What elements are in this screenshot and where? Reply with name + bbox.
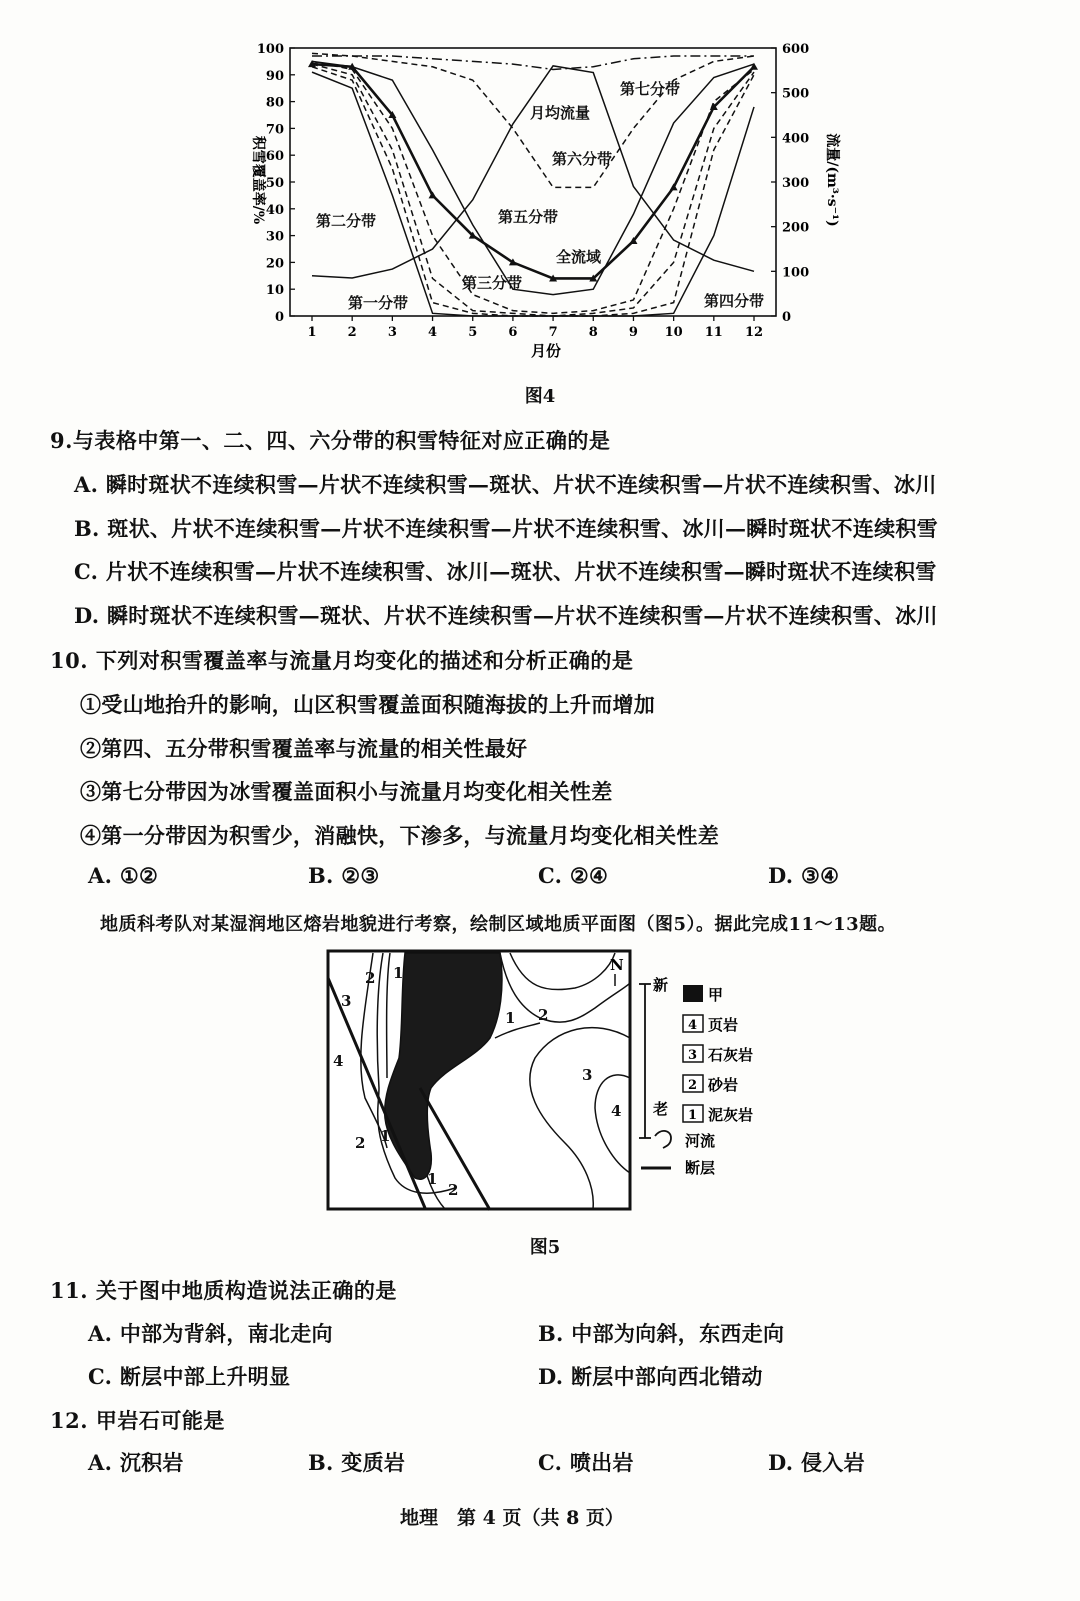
legend-old-label: 老 [653, 1100, 669, 1118]
legend-swatch-jia [683, 985, 703, 1002]
map-label: 2 [448, 1181, 459, 1199]
question-10-statement-3: ③第七分带因为冰雪覆盖面积小与流量月均变化相关性差 [80, 779, 613, 804]
legend-key-limestone: 3 [688, 1048, 698, 1063]
y-right-tick-label: 400 [782, 131, 810, 147]
x-tick-label: 2 [347, 325, 357, 340]
question-9-stem: 9.与表格中第一、二、四、六分带的积雪特征对应正确的是 [50, 428, 611, 453]
figure-4-caption: 图4 [524, 386, 556, 407]
question-9-option-c[interactable]: C. 片状不连续积雪—片状不连续积雪、冰川—斑状、片状不连续积雪—瞬时斑状不连续积雪 [74, 559, 937, 584]
y-left-tick-label: 30 [265, 229, 284, 245]
figure-5-map [325, 948, 785, 1216]
y-left-tick-label: 100 [256, 42, 284, 57]
x-tick-label: 7 [548, 325, 558, 340]
whole-basin-point [750, 63, 758, 70]
y-right-tick-label: 300 [782, 176, 810, 191]
question-10-stem: 10. 下列对积雪覆盖率与流量月均变化的描述和分析正确的是 [50, 648, 634, 673]
y-left-tick-label: 60 [265, 149, 284, 165]
question-12-option-b[interactable]: B. 变质岩 [308, 1450, 406, 1475]
north-label: N [610, 956, 624, 974]
legend-label-fault: 断层 [685, 1159, 716, 1177]
label-zone-7: 第七分带 [620, 80, 681, 98]
label-monthly-flow: 月均流量 [530, 104, 591, 122]
y-left-tick-label: 40 [265, 202, 284, 218]
legend-label-marl: 泥灰岩 [708, 1106, 754, 1124]
legend-new-label: 新 [653, 976, 669, 994]
question-11-option-c[interactable]: C. 断层中部上升明显 [88, 1364, 291, 1389]
label-whole-basin: 全流域 [556, 248, 602, 266]
x-axis-label: 月份 [530, 342, 562, 360]
legend-label-river: 河流 [685, 1132, 716, 1150]
question-9-option-a[interactable]: A. 瞬时斑状不连续积雪—片状不连续积雪—斑状、片状不连续积雪—片状不连续积雪、冰川 [74, 472, 937, 497]
figure-5-caption: 图5 [529, 1237, 561, 1258]
question-10-statement-2: ②第四、五分带积雪覆盖率与流量的相关性最好 [80, 736, 528, 761]
x-tick-label: 3 [387, 325, 397, 340]
map-label: 4 [611, 1102, 622, 1120]
y-left-tick-label: 70 [265, 122, 284, 138]
legend-label-shale: 页岩 [708, 1016, 739, 1034]
x-tick-label: 12 [744, 325, 764, 340]
y-left-tick-label: 10 [265, 283, 284, 299]
page-footer: 地理 第 4 页（共 8 页） [400, 1507, 624, 1529]
legend-label-limestone: 石灰岩 [708, 1046, 754, 1064]
label-zone-5: 第五分带 [498, 208, 559, 226]
y-left-tick-label: 80 [265, 95, 284, 111]
label-zone-6: 第六分带 [552, 150, 613, 168]
map-label: 4 [333, 1052, 344, 1070]
question-10-statement-1: ①受山地抬升的影响，山区积雪覆盖面积随海拔的上升而增加 [80, 692, 656, 717]
question-12-option-a[interactable]: A. 沉积岩 [88, 1450, 184, 1475]
y-right-tick-label: 600 [782, 42, 810, 57]
question-10-option-b[interactable]: B. ②③ [308, 863, 380, 888]
y-right-tick-label: 100 [782, 265, 810, 281]
map-label: 2 [365, 969, 376, 987]
question-11-option-b[interactable]: B. 中部为向斜，东西走向 [538, 1321, 785, 1346]
map-label: 1 [380, 1127, 391, 1145]
series-line-zone-7 [312, 56, 754, 69]
series-line-zone-3 [312, 64, 754, 316]
question-10-option-d[interactable]: D. ③④ [768, 863, 840, 888]
question-10-statement-4: ④第一分带因为积雪少，消融快，下渗多，与流量月均变化相关性差 [80, 823, 719, 848]
y-right-tick-label: 500 [782, 86, 810, 102]
y-left-tick-label: 50 [265, 176, 284, 191]
x-tick-label: 4 [428, 325, 438, 340]
legend-label-sandstone: 砂岩 [708, 1076, 739, 1094]
x-tick-label: 9 [628, 325, 638, 340]
map-label: 3 [582, 1066, 593, 1084]
y-right-tick-label: 200 [782, 220, 810, 236]
question-10-option-a[interactable]: A. ①② [88, 863, 159, 888]
map-label: 2 [538, 1006, 549, 1024]
map-label: 2 [355, 1134, 366, 1152]
y-axis-left-label: 积雪覆盖率/% [250, 135, 266, 225]
map-label: 1 [505, 1009, 516, 1027]
x-tick-label: 6 [508, 325, 518, 340]
label-zone-3: 第三分带 [462, 274, 523, 292]
legend-river-icon [655, 1131, 671, 1148]
legend-key-marl: 1 [688, 1108, 698, 1123]
label-zone-2: 第二分带 [316, 212, 377, 230]
question-12-option-c[interactable]: C. 喷出岩 [538, 1450, 634, 1475]
label-zone-4: 第四分带 [704, 292, 765, 310]
section-intro: 地质科考队对某湿润地区熔岩地貌进行考察，绘制区域地质平面图（图5）。据此完成11～13题。 [100, 914, 897, 935]
legend-label-jia: 甲 [708, 986, 724, 1004]
question-12-option-d[interactable]: D. 侵入岩 [768, 1450, 865, 1475]
map-label: 1 [427, 1170, 438, 1188]
y-left-tick-label: 90 [265, 68, 284, 84]
question-9-option-d[interactable]: D. 瞬时斑状不连续积雪—斑状、片状不连续积雪—片状不连续积雪—片状不连续积雪、冰川 [74, 603, 938, 628]
y-right-tick-label: 0 [782, 310, 792, 325]
map-label: 3 [341, 992, 352, 1010]
x-tick-label: 5 [468, 325, 478, 340]
x-tick-label: 10 [664, 325, 683, 340]
y-left-tick-label: 0 [274, 310, 284, 325]
map-label: 1 [393, 964, 404, 982]
question-10-option-c[interactable]: C. ②④ [538, 863, 609, 888]
figure-4-chart [230, 30, 850, 370]
y-axis-right-label: 流量/(m³·s⁻¹) [824, 133, 840, 227]
question-11-option-a[interactable]: A. 中部为背斜，南北走向 [88, 1321, 333, 1346]
question-11-option-d[interactable]: D. 断层中部向西北错动 [538, 1364, 763, 1389]
question-11-stem: 11. 关于图中地质构造说法正确的是 [50, 1278, 397, 1303]
question-12-stem: 12. 甲岩石可能是 [50, 1408, 225, 1433]
legend-key-shale: 4 [688, 1018, 698, 1033]
x-tick-label: 1 [307, 325, 317, 340]
question-9-option-b[interactable]: B. 斑状、片状不连续积雪—片状不连续积雪—片状不连续积雪、冰川—瞬时斑状不连续积雪 [74, 516, 938, 541]
x-tick-label: 11 [704, 325, 723, 340]
label-zone-1: 第一分带 [348, 294, 409, 312]
y-left-tick-label: 20 [265, 256, 284, 272]
x-tick-label: 8 [588, 325, 598, 340]
legend-key-sandstone: 2 [688, 1078, 698, 1093]
